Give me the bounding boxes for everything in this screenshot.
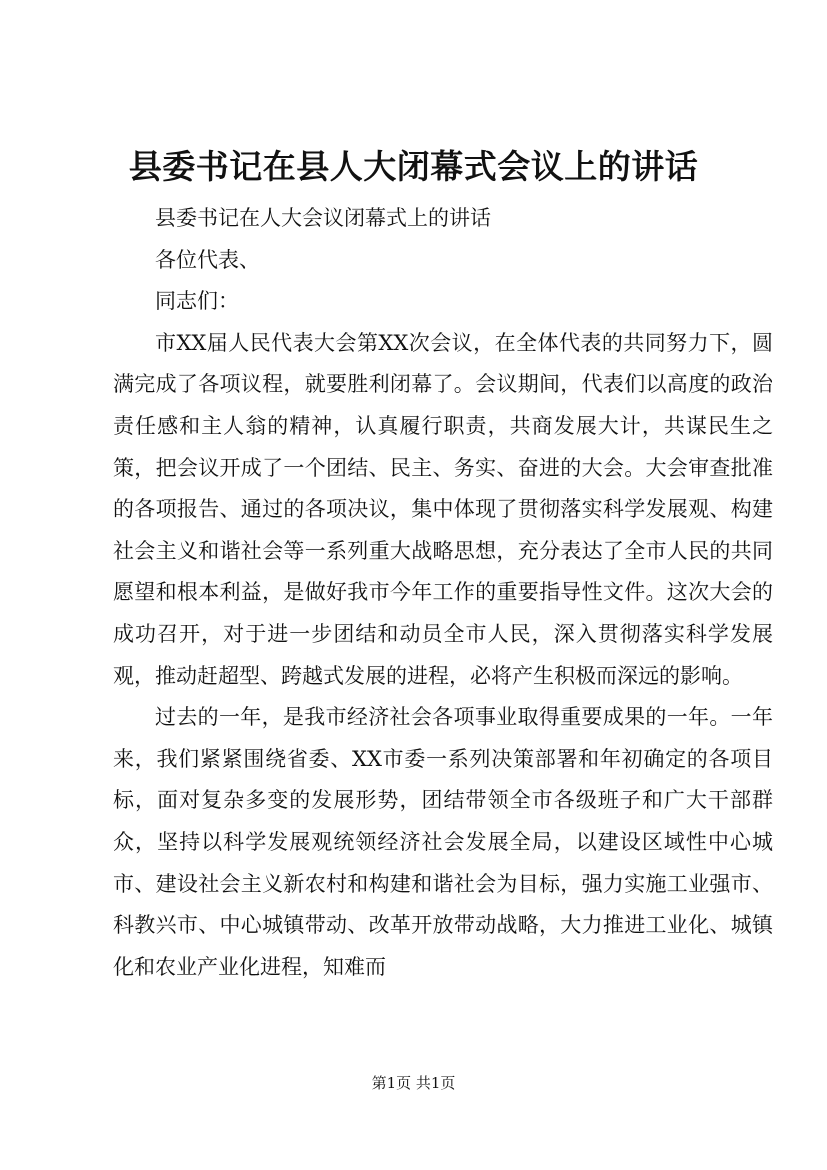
- document-title: 县委书记在县人大闭幕式会议上的讲话: [128, 147, 699, 186]
- salutation-line-1: 各位代表、: [155, 247, 260, 272]
- body-paragraph: 过去的一年，是我市经济社会各项事业取得重要成果的一年。一年来，我们紧紧围绕省委、XX市委一系列决策部署和年初确定的各项目标，面对复杂多变的发展形势，团结带领全市各级班子和广大干部群众，坚持以科学发展观统领经济社会发展全局，以建设区域性中心城市、建设社会主义新农村和构建和谐社会为目标，强力实施工业强市、科教兴市、中心城镇带动、改革开放带动战略，大力推进工业化、城镇化和农业产业化进程，知难而: [113, 705, 773, 979]
- subtitle-paragraph: 县委书记在人大会议闭幕式上的讲话: [155, 206, 491, 230]
- document-body: [113, 198, 773, 988]
- salutation-line-2: 同志们：: [155, 289, 239, 314]
- body-paragraph: 市XX届人民代表大会第XX次会议，在全体代表的共同努力下，圆满完成了各项议程，就要胜利闭幕了。会议期间，代表们以高度的政治责任感和主人翁的精神，认真履行职责，共商发展大计，共谋民生之策，把会议开成了一个团结、民主、务实、奋进的大会。大会审查批准的各项报告、通过的各项决议，集中体现了贯彻落实科学发展观、构建社会主义和谐社会等一系列重大战略思想，充分表达了全市人民的共同愿望和根本利益，是做好我市今年工作的重要指导性文件。这次大会的成功召开，对于进一步团结和动员全市人民，深入贯彻落实科学发展观，推动赶超型、跨越式发展的进程，必将产生积极而深远的影响。: [113, 330, 773, 688]
- page-footer: 第1页 共1页: [371, 1074, 456, 1092]
